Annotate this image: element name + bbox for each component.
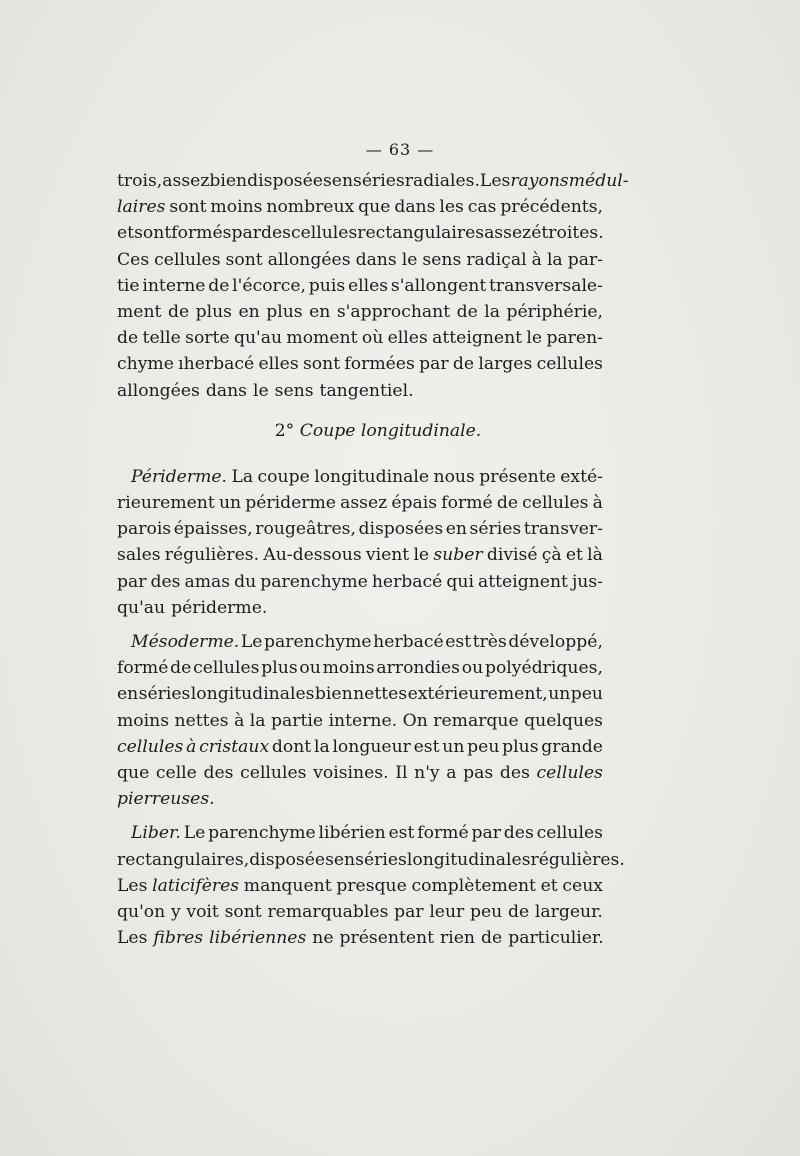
word: tangentiel. [319, 380, 414, 401]
word: longitudinales [406, 849, 531, 870]
word: la [546, 249, 563, 270]
word: de [167, 301, 190, 322]
word: partie [271, 710, 324, 731]
word: régulières. [530, 849, 625, 870]
word: des [203, 762, 234, 783]
word: ceux [562, 875, 603, 896]
text-line [117, 629, 603, 655]
text-line [117, 786, 603, 812]
text-line [117, 351, 603, 377]
word: formé [441, 493, 493, 514]
word: sens [274, 380, 314, 401]
word: le [252, 380, 269, 401]
word: cellules [536, 823, 603, 844]
word: présentent [339, 928, 435, 949]
word: des [150, 571, 181, 592]
word: fibres [153, 928, 204, 949]
word: sont [134, 223, 172, 244]
word: Il [395, 762, 408, 783]
word: atteignent [432, 328, 523, 349]
word: la [249, 710, 266, 731]
word: cellules [290, 223, 358, 244]
word: herbacé [373, 632, 444, 652]
heading-number: 2° [274, 420, 295, 441]
word: cas [467, 197, 497, 218]
word: de [496, 493, 518, 514]
word: voit [186, 901, 219, 922]
word: disposées [249, 849, 334, 870]
word: sont [302, 354, 341, 375]
word: jus- [571, 571, 603, 592]
word: manquent [243, 875, 332, 896]
word: de [456, 301, 478, 322]
word: parenchyme [263, 632, 372, 652]
word: polyédriques, [484, 658, 603, 679]
word: grande [541, 736, 603, 757]
word: telle [142, 328, 181, 349]
word: y [170, 901, 181, 922]
word: la [484, 301, 501, 322]
word: séries [138, 684, 191, 705]
word: et [540, 875, 558, 896]
word: suber [433, 545, 483, 566]
word: cellules [240, 762, 307, 783]
text-line [117, 168, 629, 194]
word: périphérie, [506, 301, 603, 322]
word: sont [224, 901, 262, 922]
word: qui [446, 571, 474, 592]
word: leur [429, 901, 465, 922]
word: vient [365, 545, 410, 566]
word: plus [502, 736, 539, 757]
word: divisé [486, 545, 538, 566]
word: peu [467, 736, 500, 757]
word: des [499, 762, 530, 783]
word: périderme [245, 493, 336, 514]
word: sales [117, 545, 161, 566]
word: séries [469, 519, 522, 540]
word: présente [479, 466, 556, 487]
word: en [238, 301, 260, 322]
word: ment [117, 301, 162, 322]
word: médul- [568, 171, 629, 191]
text-line [117, 925, 603, 951]
word: formés [171, 223, 232, 244]
word: a [446, 762, 457, 783]
word: extérieurement, [407, 684, 548, 705]
word: voisines. [313, 762, 389, 783]
word: plus [195, 301, 232, 322]
word: par- [567, 249, 603, 270]
word: puis [308, 275, 346, 296]
word: le [401, 249, 418, 270]
word: presque [336, 875, 407, 896]
word: n'y [414, 762, 440, 783]
word: atteignent [477, 571, 568, 592]
text-line [117, 681, 603, 707]
word: à [186, 736, 197, 757]
word: là [587, 545, 603, 566]
text-line [117, 194, 603, 220]
word: de [117, 328, 139, 349]
word: parois [117, 519, 172, 540]
word: par [231, 223, 261, 244]
word: en [117, 684, 139, 705]
paragraph-gap [117, 812, 603, 820]
word: par [419, 354, 449, 375]
word: allongées [267, 249, 351, 270]
word: On [402, 710, 428, 731]
word: paren- [546, 328, 603, 349]
paragraph-gap [117, 621, 603, 629]
word: précédents, [500, 197, 603, 218]
word: ıherbacé [178, 354, 255, 375]
word: par [471, 823, 501, 844]
word: nombreux [266, 197, 355, 218]
word: complètement [411, 875, 536, 896]
word: rien [440, 928, 476, 949]
word: et [117, 223, 135, 244]
text-line [117, 464, 603, 490]
word: dans [394, 197, 436, 218]
word: cellules [193, 658, 260, 679]
word: sont [225, 249, 263, 270]
word: laticifères [152, 875, 240, 896]
word: en [331, 171, 354, 191]
word: s'allongent [390, 275, 487, 296]
word: parenchyme [208, 823, 316, 844]
word: épais [391, 493, 438, 514]
word: étroites. [531, 223, 604, 244]
word: bien [209, 171, 248, 191]
word: allongées [117, 380, 200, 401]
word: ou [299, 658, 321, 679]
word: Ces [117, 249, 150, 270]
word: périderme. [171, 597, 268, 618]
word: en [333, 849, 356, 870]
word: Les [117, 928, 148, 949]
word: du [234, 571, 257, 592]
word: la [313, 736, 330, 757]
word: sorte [185, 328, 230, 349]
word: les [439, 197, 464, 218]
text-line [117, 325, 603, 351]
word: sens [422, 249, 462, 270]
word: amas [184, 571, 231, 592]
text-line [117, 516, 603, 542]
word: et [565, 545, 583, 566]
text-line [117, 273, 603, 299]
word: Mésoderme. [131, 632, 240, 652]
word: en [309, 301, 331, 322]
word: nous [433, 466, 475, 487]
word: interne [142, 275, 206, 296]
word: chyme [117, 354, 174, 375]
word: ou [461, 658, 484, 679]
word: Les [117, 875, 148, 896]
word: que [358, 197, 391, 218]
text-line [117, 847, 625, 873]
word: cellules [154, 249, 221, 270]
word: formé [117, 658, 169, 679]
word: transver- [523, 519, 603, 540]
word: plus [261, 658, 298, 679]
word: disposées [247, 171, 332, 191]
word: très [472, 632, 507, 652]
word: qu'on [117, 901, 166, 922]
word: particulier. [508, 928, 604, 949]
text-line [117, 220, 603, 246]
word: parenchyme [260, 571, 368, 592]
text-line [117, 378, 603, 404]
word: le [526, 328, 543, 349]
word: rieurement [117, 493, 215, 514]
word: sont [169, 197, 207, 218]
paragraph-mesoderme [117, 629, 603, 812]
word: rayons [510, 171, 569, 191]
word: moins [322, 658, 375, 679]
word: un [442, 736, 465, 757]
word: peu [570, 684, 603, 705]
word: peu [470, 901, 503, 922]
text-line [117, 655, 603, 681]
paragraph-periderme [117, 464, 603, 621]
word: interne. [328, 710, 398, 731]
word: elles [258, 354, 299, 375]
text-line [117, 899, 603, 925]
word: dans [355, 249, 397, 270]
word: de [481, 928, 503, 949]
word: par [117, 571, 147, 592]
word: un [218, 493, 242, 514]
word: qu'au [117, 597, 166, 618]
word: La [231, 466, 254, 487]
text-line [117, 873, 603, 899]
word: exté- [560, 466, 603, 487]
word: Au-dessous [263, 545, 362, 566]
word: rectangulaires [357, 223, 485, 244]
word: longueur [332, 736, 411, 757]
word: cellules [536, 354, 603, 375]
word: assez [162, 171, 210, 191]
word: de [208, 275, 230, 296]
word: rectangulaires, [117, 849, 250, 870]
word: largeur. [534, 901, 603, 922]
word: larges [478, 354, 533, 375]
word: transversale- [489, 275, 603, 296]
word: à [234, 710, 245, 731]
word: Le [240, 632, 263, 652]
word: nettes [353, 684, 408, 705]
text-line [117, 542, 603, 568]
text-line [117, 247, 603, 273]
word: un [548, 684, 571, 705]
word: assez [484, 223, 532, 244]
word: des [503, 823, 534, 844]
word: épaisses, [173, 519, 253, 540]
word: assez [340, 493, 388, 514]
word: à [592, 493, 603, 514]
word: qu'au [233, 328, 283, 349]
word: longitudinale [314, 466, 430, 487]
word: Liber. [131, 823, 181, 844]
word: séries [353, 171, 405, 191]
word: disposées [358, 519, 444, 540]
word: Le [183, 823, 206, 844]
word: s'approchant [336, 301, 451, 322]
word: de [170, 658, 192, 679]
text-line [117, 490, 603, 516]
text-line [117, 299, 603, 325]
word: l'écorce, [232, 275, 307, 296]
word: est [388, 823, 415, 844]
word: à [531, 249, 542, 270]
word: elles [347, 275, 389, 296]
word: formé [417, 823, 469, 844]
word: cristaux [199, 736, 270, 757]
word: remarque [433, 710, 519, 731]
text-line [117, 569, 603, 595]
word: radiales. [404, 171, 480, 191]
text-line [117, 734, 603, 760]
word: herbacé [371, 571, 443, 592]
word: longitudinales [190, 684, 315, 705]
word: pas [463, 762, 494, 783]
word: nettes [174, 710, 229, 731]
word: moment [286, 328, 358, 349]
paragraph-liber [117, 820, 625, 951]
word: moins [210, 197, 263, 218]
word: quelques [524, 710, 603, 731]
word: de [452, 354, 475, 375]
word: rougeâtres, [255, 519, 356, 540]
word: où [361, 328, 384, 349]
word: par [394, 901, 424, 922]
word: Les [479, 171, 511, 191]
paragraph-intro [117, 168, 629, 404]
text-line [117, 595, 603, 621]
word: remarquables [267, 901, 389, 922]
word: régulières. [164, 545, 260, 566]
word: est [413, 736, 440, 757]
word: pierreuses. [117, 789, 215, 810]
word: des [260, 223, 291, 244]
word: laires [117, 197, 166, 218]
page-number: — 63 — [365, 140, 435, 159]
heading-title: Coupe longitudinale. [299, 420, 482, 441]
text-line [117, 760, 603, 786]
word: cellules [522, 493, 589, 514]
word: çà [541, 545, 562, 566]
text-line [117, 820, 603, 846]
word: plus [266, 301, 303, 322]
word: celle [155, 762, 197, 783]
word: développé, [508, 632, 603, 652]
word: bien [314, 684, 353, 705]
word: de [507, 901, 530, 922]
word: dont [271, 736, 312, 757]
word: cellules [117, 736, 184, 757]
word: trois, [117, 171, 163, 191]
word: que [117, 762, 150, 783]
word: dans [205, 380, 247, 401]
word: Périderme. [131, 466, 227, 487]
word: est [445, 632, 472, 652]
word: coupe [257, 466, 310, 487]
word: ne [312, 928, 334, 949]
word: radiçal [466, 249, 527, 270]
word: formées [344, 354, 415, 375]
text-line [117, 708, 603, 734]
word: séries [355, 849, 407, 870]
word: arrondies [376, 658, 460, 679]
word: elles [387, 328, 428, 349]
word: cellules [536, 762, 603, 783]
section-heading [117, 418, 603, 444]
word: tie [117, 275, 140, 296]
word: moins [117, 710, 170, 731]
word: libérien [318, 823, 386, 844]
word: le [413, 545, 430, 566]
body-text [117, 168, 629, 951]
word: en [445, 519, 467, 540]
word: libériennes [209, 928, 307, 949]
